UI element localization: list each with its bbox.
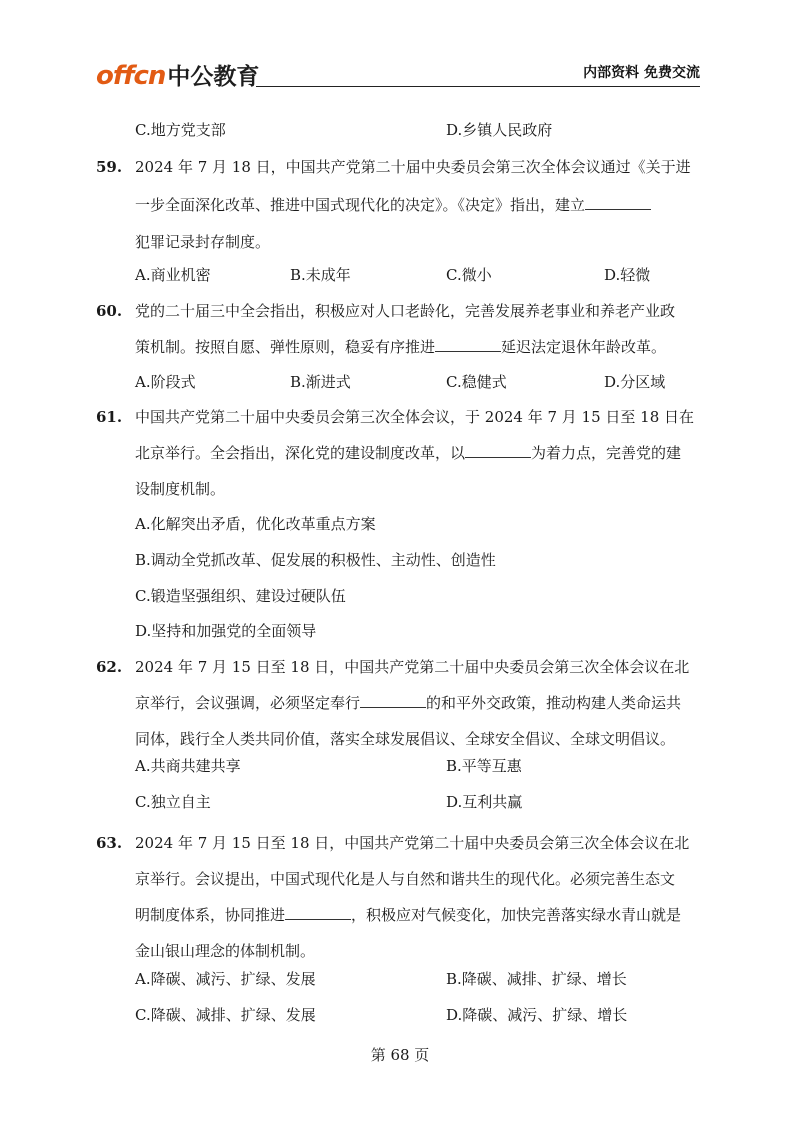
- q59-line-2: 一步全面深化改革、推进中国式现代化的决定》。《决定》指出，建立: [135, 195, 651, 215]
- q63-option-b: B.降碳、减排、扩绿、增长: [446, 970, 627, 988]
- q61-line-3: 设制度机制。: [135, 480, 226, 498]
- question-number-60: 60.: [96, 302, 123, 320]
- answer-blank: [360, 693, 426, 708]
- q61-option-d: D.坚持和加强党的全面领导: [135, 622, 317, 640]
- q59-line-1: 2024 年 7 月 18 日，中国共产党第二十届中央委员会第三次全体会议通过《关于进: [135, 158, 691, 176]
- offcn-logo: [96, 58, 259, 91]
- q63-option-d: D.降碳、减污、扩绿、增长: [446, 1006, 628, 1024]
- q62-option-d: D.互利共赢: [446, 793, 523, 811]
- answer-blank: [585, 195, 651, 210]
- q62-option-b: B.平等互惠: [446, 757, 522, 775]
- q63-line-1: 2024 年 7 月 15 日至 18 日，中国共产党第二十届中央委员会第三次全体会议在北: [135, 834, 690, 852]
- question-number-59: 59.: [96, 158, 123, 176]
- q59-option-c: C.微小: [446, 266, 492, 284]
- page-header: [0, 0, 800, 100]
- header-right-text: 内部资料 免费交流: [583, 65, 700, 81]
- prev-option-d: D.乡镇人民政府: [446, 121, 553, 139]
- q62-line-1: 2024 年 7 月 15 日至 18 日，中国共产党第二十届中央委员会第三次全体会议在北: [135, 658, 690, 676]
- q60-option-a: A.阶段式: [135, 373, 196, 391]
- q60-option-d: D.分区域: [604, 373, 666, 391]
- logo-chinese: 中公教育: [167, 64, 260, 90]
- answer-blank: [435, 337, 501, 352]
- answer-blank: [285, 905, 351, 920]
- q63-option-a: A.降碳、减污、扩绿、发展: [135, 970, 316, 988]
- q61-line-2: 北京举行。全会指出，深化党的建设制度改革，以 为着力点，完善党的建: [135, 444, 682, 462]
- q62-option-a: A.共商共建共享: [135, 757, 241, 775]
- question-number-61: 61.: [96, 408, 123, 426]
- header-divider: [256, 86, 700, 87]
- q59-option-b: B.未成年: [290, 266, 351, 284]
- prev-option-c: C.地方党支部: [135, 121, 226, 139]
- q61-option-a: A.化解突出矛盾，优化改革重点方案: [135, 515, 376, 533]
- question-number-63: 63.: [96, 834, 123, 852]
- q62-line-2: 京举行，会议强调，必须坚定奉行 的和平外交政策，推动构建人类命运共: [135, 694, 682, 712]
- q60-option-b: B.渐进式: [290, 373, 351, 391]
- q60-option-c: C.稳健式: [446, 373, 507, 391]
- answer-blank: [465, 443, 531, 458]
- q61-option-b: B.调动全党抓改革、促发展的积极性、主动性、创造性: [135, 551, 496, 569]
- logo-english: offcn: [96, 61, 166, 91]
- q62-option-c: C.独立自主: [135, 793, 211, 811]
- question-number-62: 62.: [96, 658, 123, 676]
- q63-line-2: 京举行。会议提出，中国式现代化是人与自然和谐共生的现代化。必须完善生态文: [135, 870, 676, 888]
- q60-line-2: 策机制。按照自愿、弹性原则，稳妥有序推进 延迟法定退休年龄改革。: [135, 338, 667, 356]
- q61-option-c: C.锻造坚强组织、建设过硬队伍: [135, 587, 346, 605]
- q63-option-c: C.降碳、减排、扩绿、发展: [135, 1006, 316, 1024]
- q63-line-3: 明制度体系，协同推进 ，积极应对气候变化，加快完善落实绿水青山就是: [135, 906, 682, 924]
- page-number: 第 68 页: [370, 1046, 430, 1064]
- q59-option-d: D.轻微: [604, 266, 651, 284]
- q61-line-1: 中国共产党第二十届中央委员会第三次全体会议，于 2024 年 7 月 15 日至 18 日在: [135, 408, 695, 426]
- q62-line-3: 同体，践行全人类共同价值，落实全球发展倡议、全球安全倡议、全球文明倡议。: [135, 730, 676, 748]
- q60-line-1: 党的二十届三中全会指出，积极应对人口老龄化，完善发展养老事业和养老产业政: [135, 302, 676, 320]
- q59-option-a: A.商业机密: [135, 266, 211, 284]
- q63-line-4: 金山银山理念的体制机制。: [135, 942, 316, 960]
- q59-line-3: 犯罪记录封存制度。: [135, 233, 271, 251]
